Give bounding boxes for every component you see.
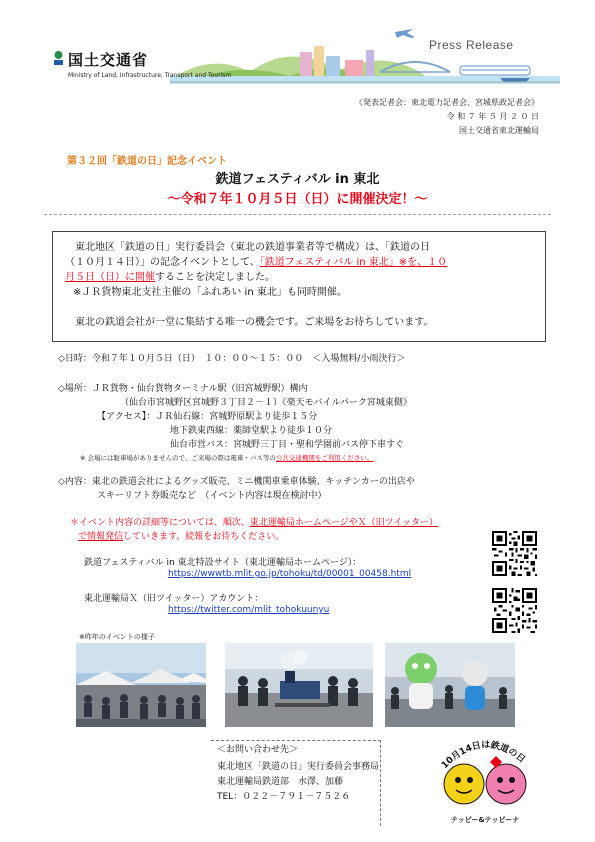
x-account-link[interactable]: https://twitter.com/mlit_tohokuunyu <box>168 605 330 615</box>
event-datetime: ◇日時：令和７年１０月５日（日） １０：００～１５：００ ＜入場無料/小雨決行＞ <box>58 354 406 364</box>
qr-code-icon[interactable] <box>492 588 537 633</box>
info-note-1-text: ＊イベント内容の詳細等については、順次、 <box>70 518 250 528</box>
site-label: 鉄道フェスティバル in 東北特設サイト（東北運輸局ホームページ）： <box>84 558 362 568</box>
summary-line-3-text: することを決定しました。 <box>155 272 275 283</box>
release-date: 令 和 ７ 年 ５ 月 ２ ０ 日 <box>446 112 539 121</box>
parking-note <box>80 453 373 462</box>
summary-line-2 <box>65 255 535 270</box>
event-title: 鉄道フェスティバル in 東北 <box>215 172 380 187</box>
access-subway: 地下鉄東西線：薬師堂駅より徒歩１０分 <box>170 426 333 436</box>
summary-highlight-1: 「鉄道フェスティバル in 東北」※を、１０ <box>259 257 448 268</box>
issuer: 国土交通省東北運輸局 <box>459 126 539 135</box>
org-name-jp: 国土交通省 <box>68 51 149 69</box>
event-subtitle: 第３２回「鉄道の日」記念イベント <box>67 156 227 167</box>
access-jr: 【アクセス】：ＪＲ仙石線：宮城野原駅より徒歩１５分 <box>97 412 318 422</box>
summary-line-3 <box>65 270 535 285</box>
summary-box <box>52 231 546 342</box>
parking-note-text: ※ 会場には駐車場がありませんので、ご来場の際は電車・バス等の <box>80 454 276 462</box>
summary-line-1: 東北地区「鉄道の日」実行委員会（東北の鉄道事業者等で構成）は、「鉄道の日 <box>75 242 430 253</box>
divider <box>44 214 551 215</box>
event-address: （仙台市宮城野区宮城野３丁目２－１）《楽天モバイルパーク宮城東側》 <box>120 398 412 408</box>
mlit-logo-icon <box>52 50 65 66</box>
event-content-2: スキーリフト券販売など （イベント内容は現在検討中） <box>97 491 327 501</box>
press-clubs: 《発表記者会：東北電力記者会、宮城県政記者会》 <box>355 98 539 107</box>
info-note-2 <box>78 529 284 542</box>
summary-highlight-2: 月５日（日）に開催 <box>65 272 155 283</box>
parking-note-highlight: 公共交通機関をご利用ください。 <box>275 454 374 462</box>
mascot-illustration <box>430 722 540 832</box>
info-note-2-text: していきます。続報をお待ちください。 <box>123 532 285 542</box>
event-content: ◇内容：東北の鉄道会社によるグッズ販売、ミニ機関車乗車体験、キッチンカーの出店や <box>58 477 415 487</box>
summary-invite: 東北の鉄道会社が一堂に集結する唯一の機会です。ご来場をお待ちしています。 <box>75 317 434 328</box>
contact-dept: 東北運輸局鉄道部 水澤、加藤 <box>217 777 344 787</box>
contact-title: ＜お問い合わせ先＞ <box>217 745 299 755</box>
press-release-label: Press Release <box>429 38 514 52</box>
summary-note: ※ＪＲ貨物東北支社主催の「ふれあい in 東北」も同時開催。 <box>73 287 347 298</box>
info-note-1 <box>70 515 438 528</box>
mascot-banner: 10月14日は鉄道の日 <box>439 740 527 771</box>
event-photo-mascots <box>385 643 515 727</box>
header <box>0 0 595 90</box>
info-note-1-link[interactable]: 東北運輸局ホームページやＸ（旧ツイッター） <box>249 518 439 528</box>
event-photo-mini-locomotive <box>225 643 373 727</box>
event-headline: ～令和７年１０月５日（日）に開催決定！～ <box>167 192 428 207</box>
event-photo-tents <box>76 643 206 727</box>
event-venue: ◇場所：ＪＲ貨物・仙台貨物ターミナル駅（旧宮城野駅）構内 <box>58 384 308 394</box>
photos-caption: ※昨年のイベントの様子 <box>79 633 155 641</box>
info-note-2-link[interactable]: で情報発信 <box>78 532 124 542</box>
access-bus: 仙台市営バス：宮城野三丁目・聖和学園前バス停下車すぐ <box>170 440 405 450</box>
summary-line-2-text: （１０月１４日）」の記念イベントとして、 <box>65 257 260 268</box>
site-url-link[interactable]: https://wwwtb.mlit.go.jp/tohoku/td/00001_00458.html <box>168 569 412 579</box>
x-account-label: 東北運輸局Ｘ（旧ツイッター）アカウント： <box>84 594 264 604</box>
contact-org: 東北地区「鉄道の日」実行委員会事務局 <box>217 762 380 772</box>
contact-tel: TEL：０２２－７９１－７５２６ <box>217 792 351 802</box>
org-name-en: Ministry of Land, Infrastructure, Transport and Tourism <box>68 72 232 79</box>
qr-code-icon[interactable] <box>492 531 537 576</box>
mascot-names: テッピー&テッピーナ <box>450 816 520 824</box>
